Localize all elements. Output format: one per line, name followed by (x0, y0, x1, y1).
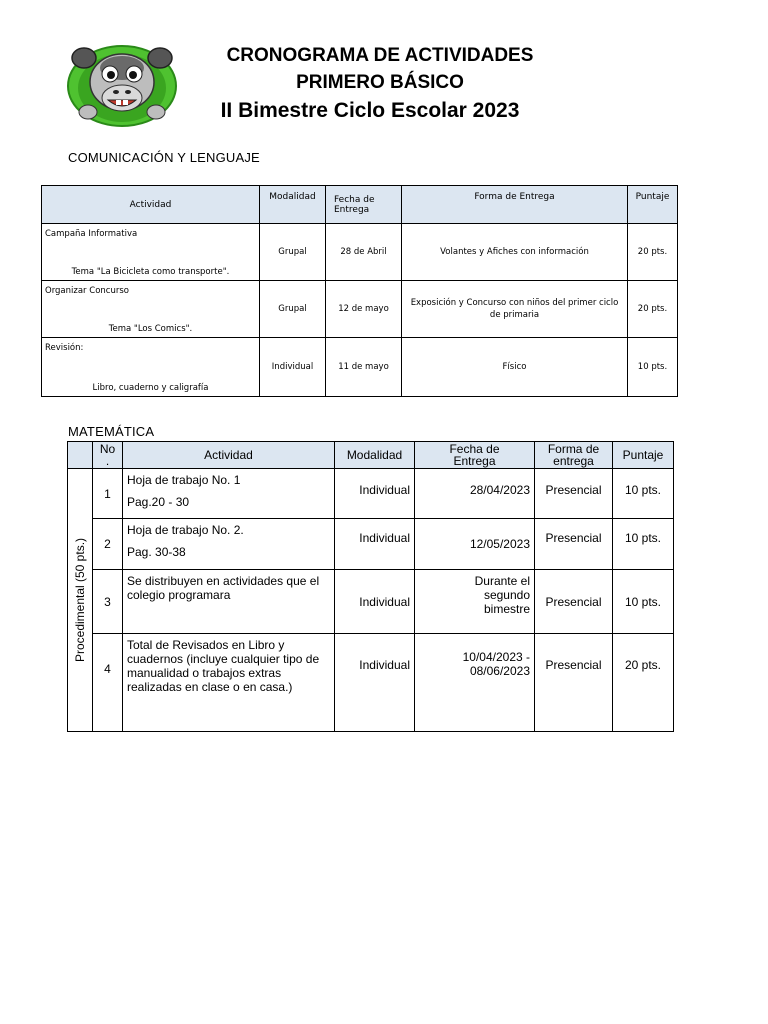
cell-forma: Físico (402, 338, 628, 397)
table-row (42, 224, 678, 281)
cell-forma: Presencial (535, 634, 613, 732)
cartoon-animal-logo-icon (66, 42, 178, 128)
activity-name: Organizar Concurso (45, 286, 129, 296)
cell-fecha: 11 de mayo (326, 338, 402, 397)
cell-fecha: 10/04/2023 - 08/06/2023 (415, 634, 535, 732)
cell-actividad (42, 338, 260, 397)
cell-puntaje: 20 pts. (613, 634, 674, 732)
table-row (68, 634, 674, 732)
header-fecha: Fecha de Entrega (326, 186, 402, 224)
cell-forma: Presencial (535, 519, 613, 570)
cell-actividad: Hoja de trabajo No. 2. Pag. 30-38 (123, 519, 335, 570)
activity-tema: Tema "Los Comics". (108, 324, 193, 334)
cell-forma: Exposición y Concurso con niños del primer ciclo de primaria (402, 281, 628, 338)
table-row (42, 338, 678, 397)
header-modalidad: Modalidad (335, 442, 415, 469)
header-blank (68, 442, 93, 469)
activity-tema: Tema "La Bicicleta como transporte". (71, 267, 230, 277)
cell-no: 4 (93, 634, 123, 732)
table-row (68, 570, 674, 634)
cell-no: 3 (93, 570, 123, 634)
header-no: No . (93, 442, 123, 469)
cell-no: 2 (93, 519, 123, 570)
table-header-row (42, 186, 678, 224)
cell-modalidad: Grupal (260, 281, 326, 338)
cell-forma: Presencial (535, 469, 613, 519)
header-forma: Forma de entrega (535, 442, 613, 469)
cell-puntaje: 10 pts. (613, 519, 674, 570)
page-period: II Bimestre Ciclo Escolar 2023 (220, 99, 520, 122)
page-subtitle: PRIMERO BÁSICO (296, 72, 464, 93)
cell-fecha: 28 de Abril (326, 224, 402, 281)
table-header-row (68, 442, 674, 469)
cell-actividad (42, 224, 260, 281)
page-title: CRONOGRAMA DE ACTIVIDADES (226, 45, 534, 66)
cell-modalidad: Grupal (260, 224, 326, 281)
table-row (42, 281, 678, 338)
cell-modalidad: Individual (335, 634, 415, 732)
cell-fecha: Durante el segundo bimestre (415, 570, 535, 634)
cell-fecha: 12/05/2023 (415, 519, 535, 570)
activity-tema: Libro, cuaderno y caligrafía (92, 383, 209, 393)
cell-modalidad: Individual (260, 338, 326, 397)
cell-puntaje: 10 pts. (613, 570, 674, 634)
header-modalidad: Modalidad (260, 186, 326, 224)
cell-actividad (42, 281, 260, 338)
table-row (68, 519, 674, 570)
header-puntaje: Puntaje (628, 186, 678, 224)
activity-name: Revisión: (45, 343, 84, 353)
cell-puntaje: 10 pts. (613, 469, 674, 519)
cell-no: 1 (93, 469, 123, 519)
group-label-cell (68, 469, 93, 732)
cell-fecha: 12 de mayo (326, 281, 402, 338)
header-forma: Forma de Entrega (402, 186, 628, 224)
section-title-matematica: MATEMÁTICA (68, 424, 155, 439)
cell-actividad: Hoja de trabajo No. 1 Pag.20 - 30 (123, 469, 335, 519)
cell-actividad: Total de Revisados en Libro y cuadernos (incluye cualquier tipo de manualidad o trabajos extras realizadas en clase o en casa.) (123, 634, 335, 732)
header-actividad: Actividad (123, 442, 335, 469)
cell-modalidad: Individual (335, 570, 415, 634)
cell-actividad: Se distribuyen en actividades que el colegio programara (123, 570, 335, 634)
cell-modalidad: Individual (335, 519, 415, 570)
cell-forma: Presencial (535, 570, 613, 634)
table-comunicacion (41, 185, 678, 397)
table-row (68, 469, 674, 519)
group-label: Procedimental (50 pts.) (73, 537, 87, 663)
cell-puntaje: 10 pts. (628, 338, 678, 397)
table-matematica (67, 441, 674, 732)
section-title-comunicacion: COMUNICACIÓN Y LENGUAJE (68, 150, 260, 165)
header-actividad: Actividad (42, 186, 260, 224)
cell-modalidad: Individual (335, 469, 415, 519)
activity-name: Campaña Informativa (45, 229, 138, 239)
header-fecha: Fecha de Entrega (415, 442, 535, 469)
cell-puntaje: 20 pts. (628, 281, 678, 338)
header-puntaje: Puntaje (613, 442, 674, 469)
cell-puntaje: 20 pts. (628, 224, 678, 281)
cell-fecha: 28/04/2023 (415, 469, 535, 519)
cell-forma: Volantes y Afiches con información (402, 224, 628, 281)
